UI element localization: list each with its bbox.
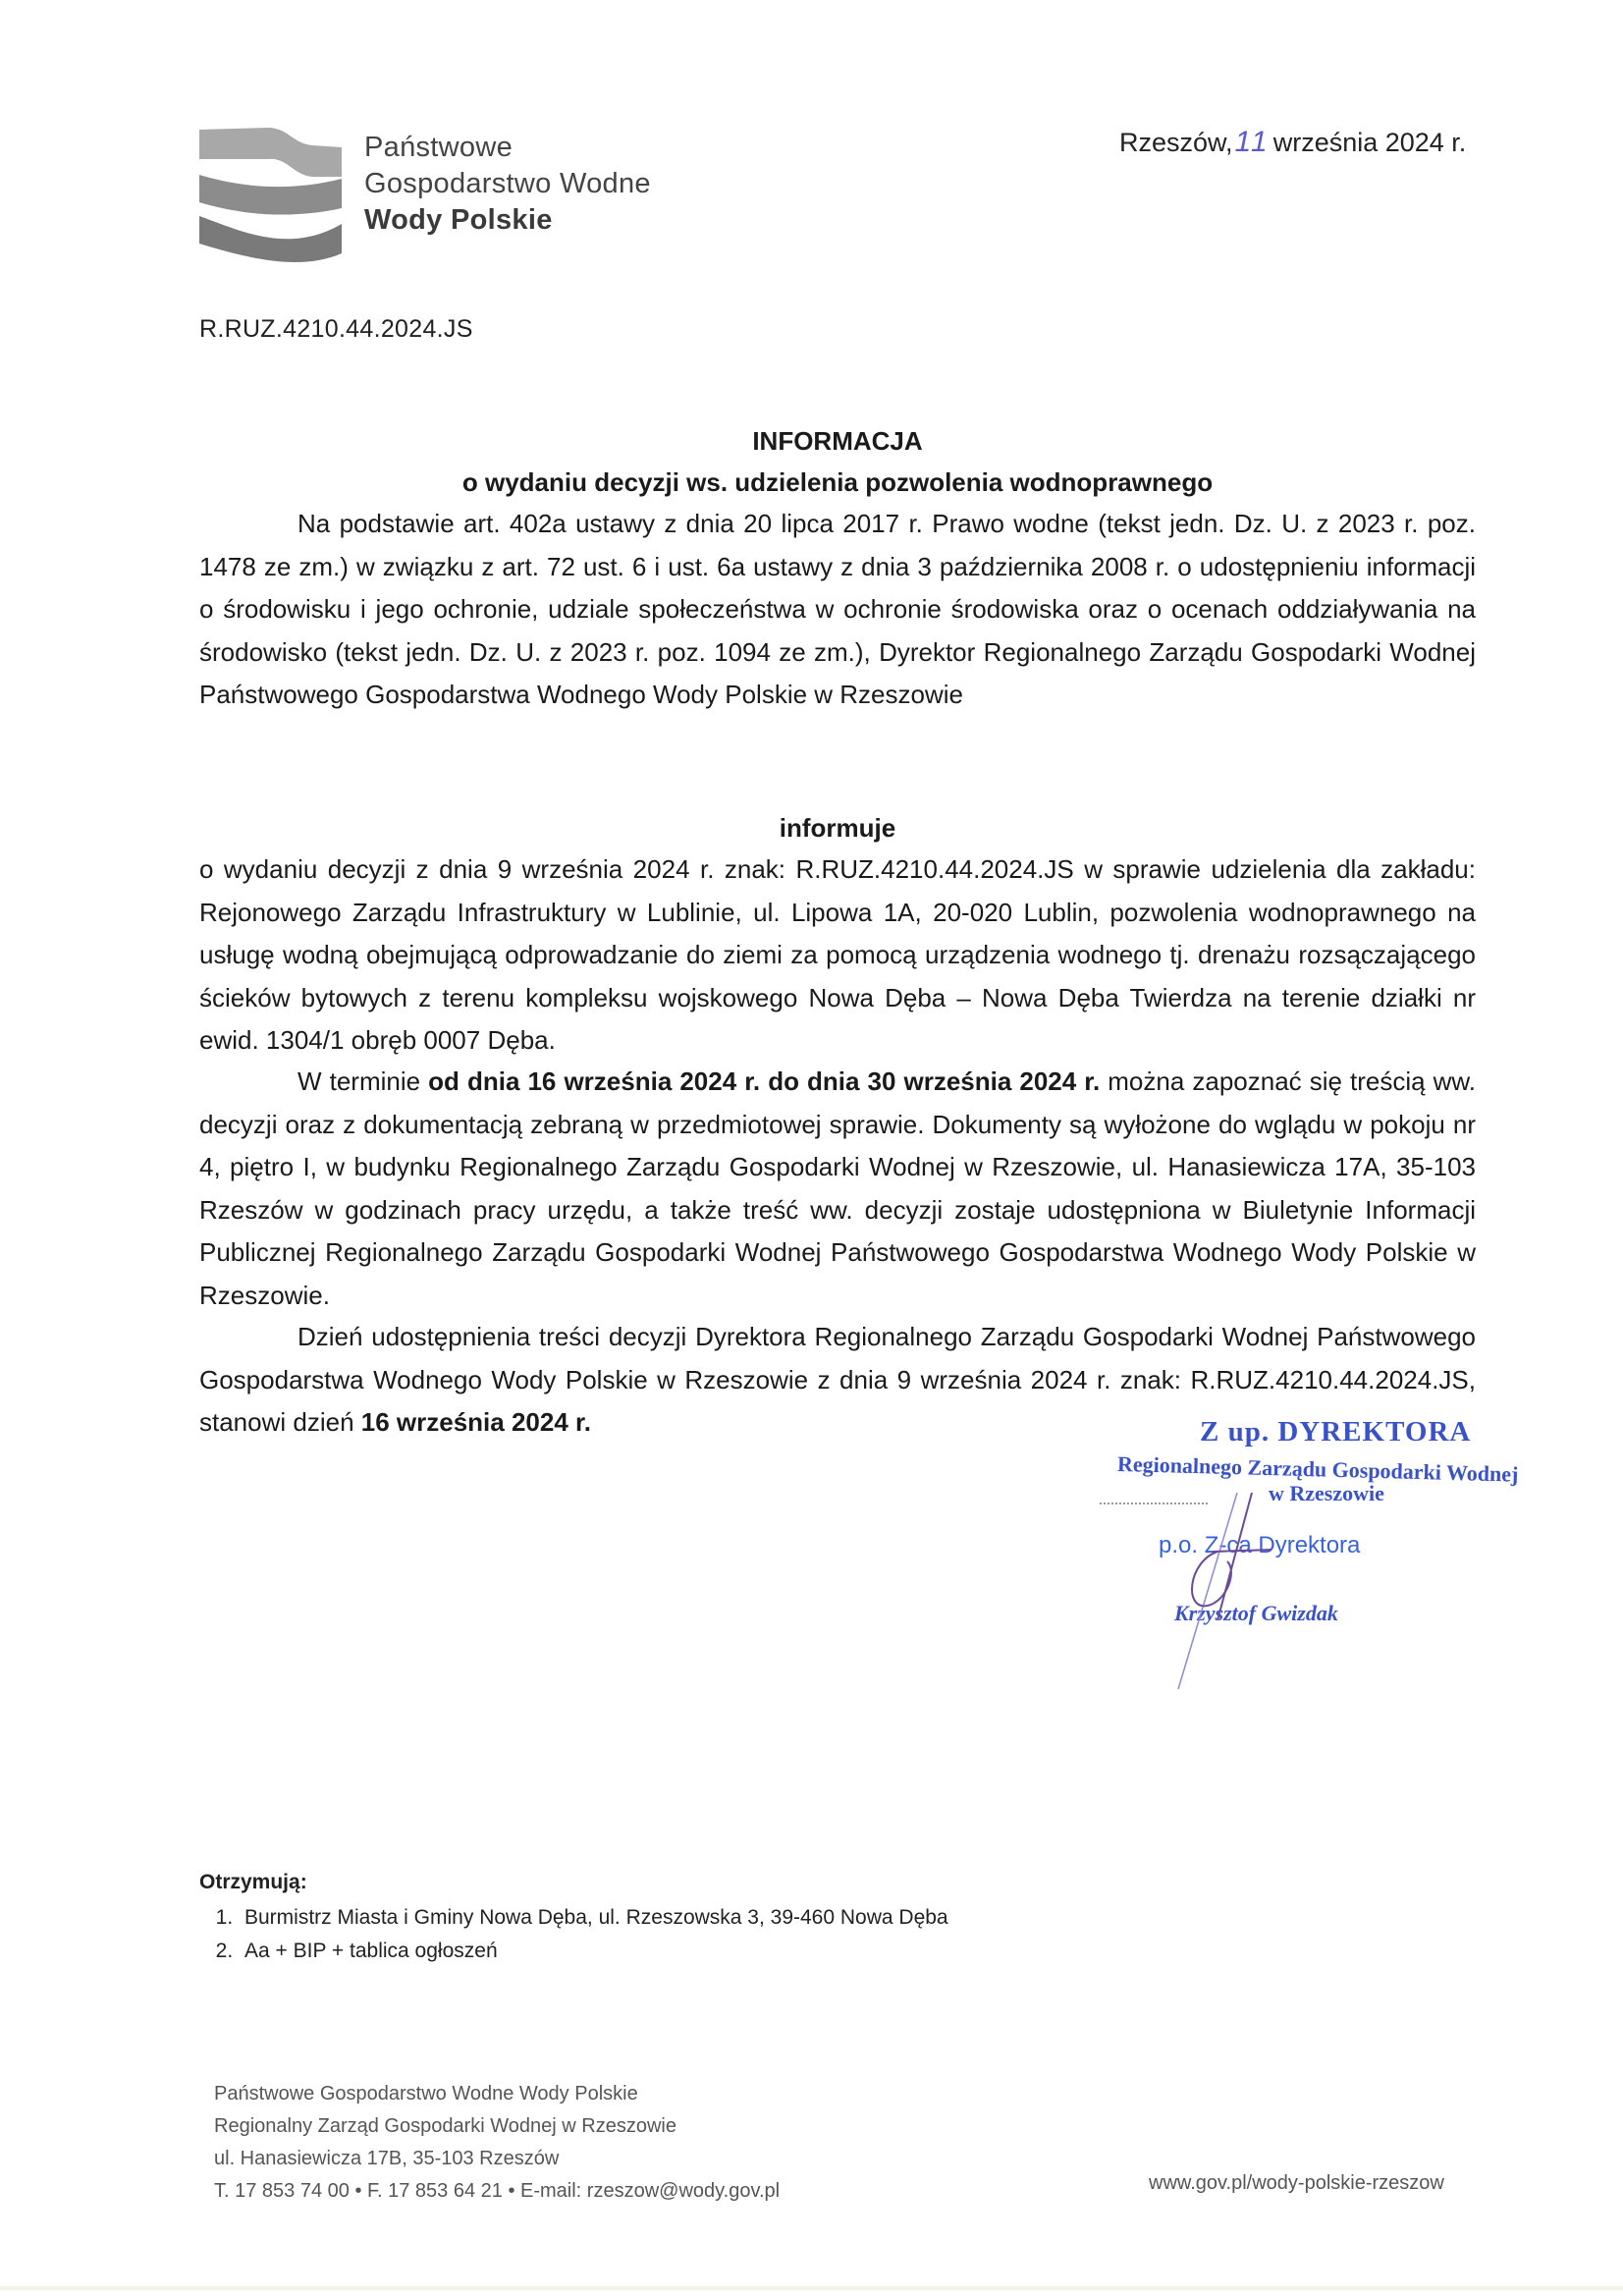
- informs-heading: informuje: [779, 813, 896, 843]
- scan-edge: [0, 2286, 1623, 2290]
- footer-contact: T. 17 853 74 00 • F. 17 853 64 21 • E-mail: rzeszow@wody.gov.pl: [214, 2180, 781, 2202]
- stamp-signatory-name: Krzysztof Gwizdak: [1174, 1601, 1338, 1625]
- stamp-authorization: Z up. DYREKTORA: [1200, 1416, 1472, 1448]
- footer-website-link[interactable]: www.gov.pl/wody-polskie-rzeszow: [1149, 2172, 1444, 2194]
- footer-address: [214, 2078, 780, 2208]
- footer-office: Regionalny Zarząd Gospodarki Wodnej w Rzeszowie: [214, 2115, 676, 2137]
- document-date: [1119, 126, 1466, 159]
- stamp-position: p.o. Z-ca Dyrektora: [1159, 1532, 1361, 1558]
- case-reference: R.RUZ.4210.44.2024.JS: [199, 315, 473, 343]
- recipient-item: 2. Aa + BIP + tablica ogłoszeń: [239, 1935, 948, 1968]
- wody-polskie-waves-icon: [199, 118, 342, 263]
- logo-line-1: Państwowe: [364, 132, 513, 163]
- recipients-list: [199, 1901, 948, 1968]
- handwritten-day: 11: [1234, 126, 1270, 158]
- footer-org: Państwowe Gospodarstwo Wodne Wody Polskie: [214, 2083, 638, 2105]
- recipients-heading: Otrzymują:: [199, 1871, 307, 1893]
- handwritten-signature-icon: [1159, 1493, 1296, 1699]
- inspection-dates: od dnia 16 września 2024 r. do dnia 30 września 2024 r.: [428, 1066, 1101, 1096]
- organization-logo: [199, 118, 710, 265]
- recipient-item: 1. Burmistrz Miasta i Gminy Nowa Dęba, ul. Rzeszowska 3, 39-460 Nowa Dęba: [239, 1901, 948, 1935]
- logo-line-2: Gospodarstwo Wodne: [364, 168, 651, 199]
- paragraph-text: Dzień udostępnienia treści decyzji Dyrektora Regionalnego Zarządu Gospodarki Wodnej Państwowego Gospodarstwa Wodnego Wody Polskie w Rzeszowie z dnia 9 września 2024 r. znak: R.RUZ.4210.44.2024.JS, stanowi dzień: [199, 1322, 1476, 1437]
- stamp-office: Regionalnego Zarządu Gospodarki Wodnej: [1116, 1451, 1519, 1487]
- date-month-year: września 2024 r.: [1272, 128, 1467, 157]
- document-title: INFORMACJA: [752, 426, 923, 456]
- decision-paragraph: o wydaniu decyzji z dnia 9 września 2024 r. znak: R.RUZ.4210.44.2024.JS w sprawie udzielenia dla zakładu: Rejonowego Zarządu Infrastruktury w Lublinie, ul. Lipowa 1A, 20-020 Lublin, pozwolenia wodnoprawnego na usługę wodną obejmującą odprowadzanie do ziemi za pomocą urządzenia wodnego tj. drenażu rozsączającego ścieków bytowych z terenu kompleksu wojskowego Nowa Dęba – Nowa Dęba Twierdza na terenie działki nr ewid. 1304/1 obręb 0007 Dęba.: [199, 854, 1476, 1055]
- inspection-period-paragraph: [199, 1061, 1476, 1317]
- recipients-section: [199, 1866, 948, 1968]
- date-place: Rzeszów,: [1119, 128, 1233, 157]
- paragraph-text: można zapoznać się treścią ww. decyzji oraz z dokumentacją zebraną w przedmiotowej sprawie. Dokumenty są wyłożone do wglądu w pokoju nr 4, piętro I, w budynku Regionalnego Zarządu Gospodarki Wodnej w Rzeszowie, ul. Hanasiewicza 17A, 35-103 Rzeszów w godzinach pracy urzędu, a także treść ww. decyzji zostaje udostępniona w Biuletynie Informacji Publicznej Regionalnego Zarządu Gospodarki Wodnej Państwowego Gospodarstwa Wodnego Wody Polskie w Rzeszowie.: [199, 1066, 1476, 1310]
- publication-date: 16 września 2024 r.: [360, 1407, 591, 1437]
- legal-basis-paragraph: Na podstawie art. 402a ustawy z dnia 20 lipca 2017 r. Prawo wodne (tekst jedn. Dz. U. z 2023 r. poz. 1478 ze zm.) w związku z art. 72 ust. 6 i ust. 6a ustawy z dnia 3 października 2008 r. o udostępnieniu informacji o środowisku i jego ochronie, udziale społeczeństwa w ochronie środowiska oraz o ocenach oddziaływania na środowisko (tekst jedn. Dz. U. z 2023 r. poz. 1094 ze zm.), Dyrektor Regionalnego Zarządu Gospodarki Wodnej Państwowego Gospodarstwa Wodnego Wody Polskie w Rzeszowie: [199, 509, 1476, 709]
- document-subtitle: o wydaniu decyzji ws. udzielenia pozwolenia wodnoprawnego: [461, 467, 1214, 497]
- stamp-city: w Rzeszowie: [1269, 1481, 1384, 1505]
- footer-street: ul. Hanasiewicza 17B, 35-103 Rzeszów: [214, 2148, 560, 2169]
- logo-line-3: Wody Polskie: [364, 204, 553, 236]
- paragraph-text: W terminie: [298, 1066, 429, 1096]
